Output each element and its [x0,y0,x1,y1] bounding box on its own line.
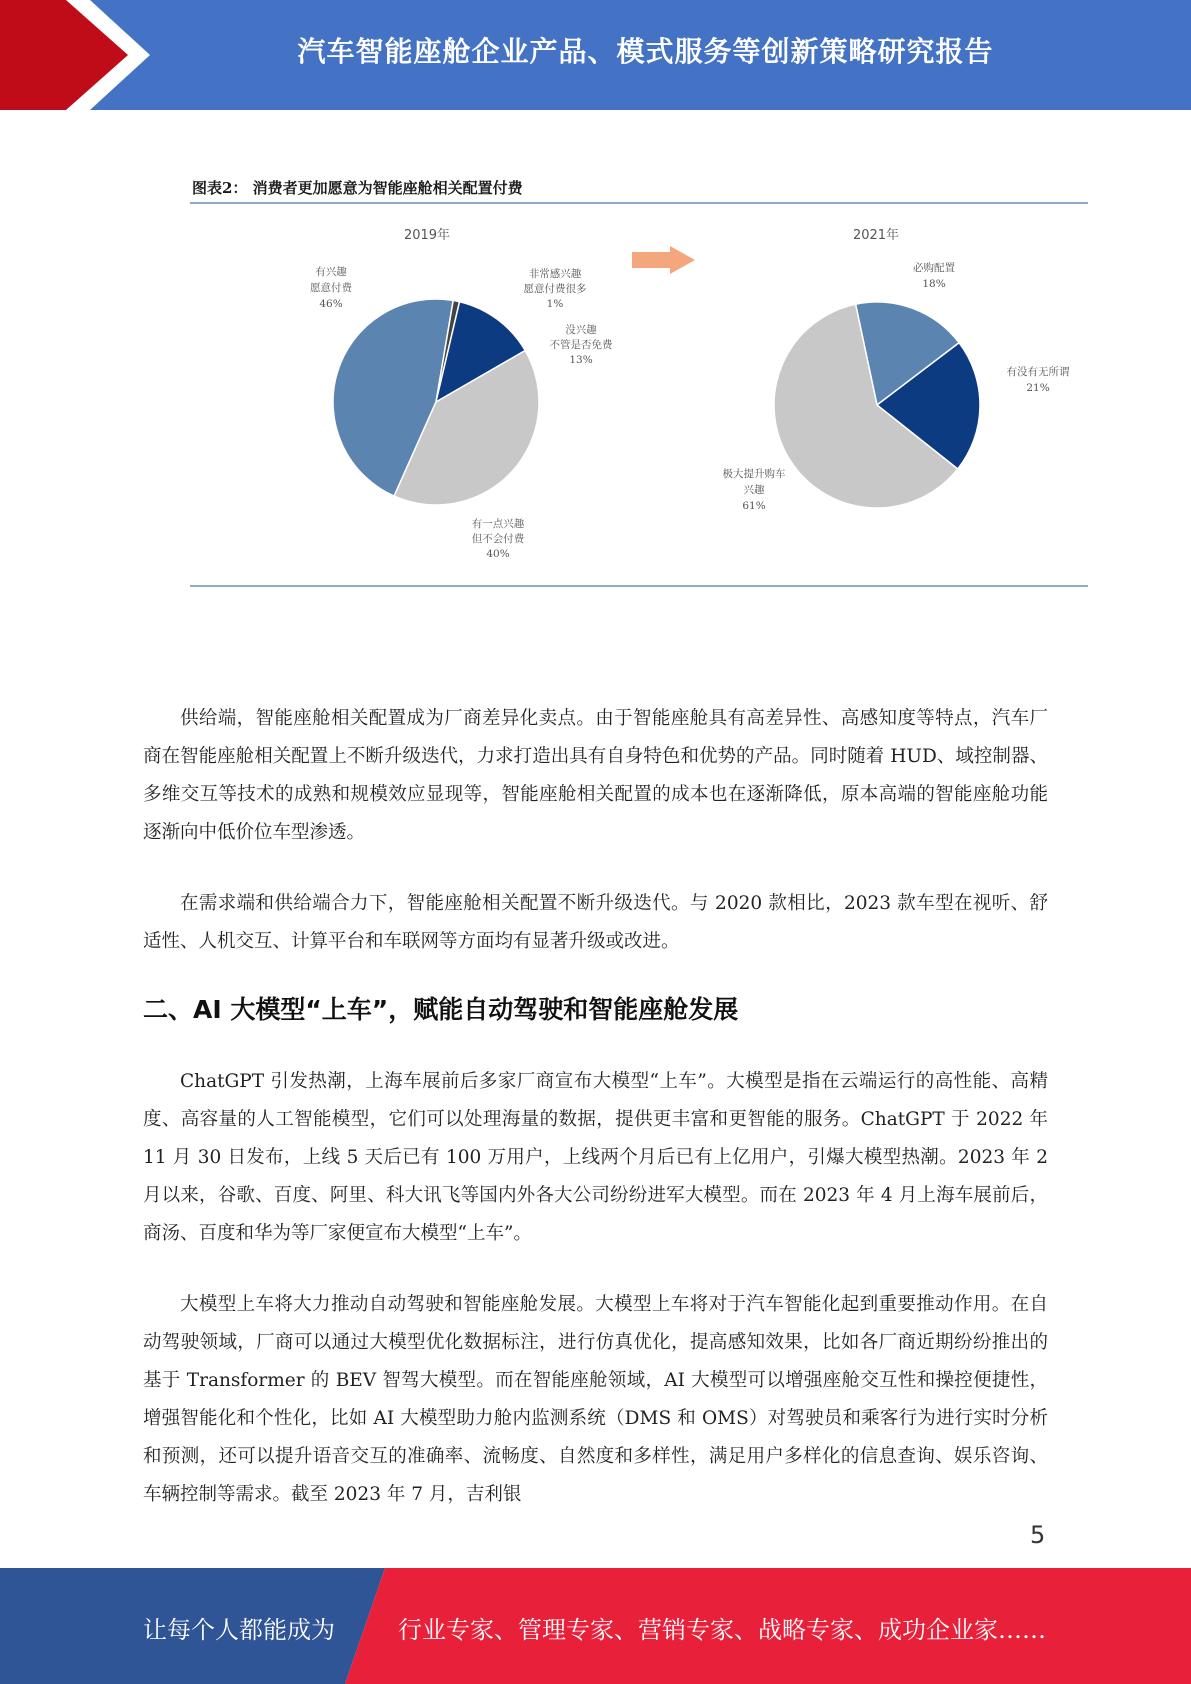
paragraph-demand-supply [143,885,1048,961]
page-footer [0,1568,1191,1684]
paragraph-text: ChatGPT 引发热潮，上海车展前后多家厂商宣布大模型“上车”。大模型是指在云端运行的高性能、高精度、高容量的人工智能模型，它们可以处理海量的数据，提供更丰富和更智能的服务。ChatGPT 于 2022 年 11 月 30 日发布，上线 5 天后已有 100 万用户，上线两个月后已有上亿用户，引爆大模型热潮。2023 年 2 月以来，谷歌、百度、阿里、科大讯飞等国内外各大公司纷纷进军大模型。而在 2023 年 4 月上海车展前后，商汤、百度和华为等厂家便宣布大模型“上车”。 [143,1071,1048,1244]
left-label-2-line2: 愿意付费很多 [523,283,587,295]
paragraph-supply-side [143,700,1048,852]
section-heading: 二、AI 大模型“上车”，赋能自动驾驶和智能座舱发展 [143,995,739,1024]
paragraph-chatgpt [143,1063,1048,1253]
figure-bottom-rule [190,585,1088,587]
left-label-2-pct: 1% [546,298,564,310]
right-label-1-pct: 18% [922,278,946,290]
paragraph-text: 在需求端和供给端合力下，智能座舱相关配置不断升级迭代。与 2020 款相比，2023 款车型在视听、舒适性、人机交互、计算平台和车联网等方面均有显著升级或改进。 [143,893,1048,952]
left-chart-title: 2019年 [403,228,451,243]
right-label-3-line1: 极大提升购车 [722,468,786,480]
left-label-4-pct: 40% [486,548,510,560]
paragraph-text: 大模型上车将大力推动自动驾驶和智能座舱发展。大模型上车将对于汽车智能化起到重要推动作用。在自动驾驶领域，厂商可以通过大模型优化数据标注，进行仿真优化，提高感知效果，比如各厂商近期纷纷推出的基于 Transformer 的 BEV 智驾大模型。而在智能座舱领域，AI 大模型可以增强座舱交互性和操控便捷性，增强智能化和个性化，比如 AI 大模型助力舱内监测系统（DMS 和 OMS）对驾驶员和乘客行为进行实时分析和预测，还可以提升语音交互的准确率、流畅度、自然度和多样性，满足用户多样化的信息查询、娱乐咨询、车辆控制等需求。截至 2023 年 7 月，吉利银 [143,1294,1048,1505]
figure-top-rule [190,202,1088,204]
figure-pie-charts [190,205,1088,585]
left-label-1-line2: 愿意付费 [310,282,352,294]
left-label-1-pct: 46% [319,298,343,310]
right-chart-title: 2021年 [852,228,900,243]
page-number: 5 [1030,1521,1046,1549]
left-pie-chart [333,299,539,505]
left-label-4-line2: 但不会付费 [471,533,525,545]
left-label-3-pct: 13% [569,354,593,366]
report-title: 汽车智能座舱企业产品、模式服务等创新策略研究报告 [297,35,994,68]
right-label-2-pct: 21% [1026,382,1050,394]
right-label-2-line1: 有没有无所谓 [1006,366,1070,378]
paragraph-large-model [143,1286,1048,1514]
figure-title: 图表2： 消费者更加愿意为智能座舱相关配置付费 [192,179,523,197]
page-header [0,0,1191,110]
left-label-3-line2: 不管是否免费 [549,339,613,351]
footer-slogan-right: 行业专家、管理专家、营销专家、战略专家、成功企业家…… [398,1616,1046,1644]
left-label-4-line1: 有一点兴趣 [471,518,525,530]
paragraph-text: 供给端，智能座舱相关配置成为厂商差异化卖点。由于智能座舱具有高差异性、高感知度等特点，汽车厂商在智能座舱相关配置上不断升级迭代，力求打造出具有自身特色和优势的产品。同时随着 HUD、域控制器、多维交互等技术的成熟和规模效应显现等，智能座舱相关配置的成本也在逐渐降低，原本高端的智能座舱功能逐渐向中低价位车型渗透。 [143,708,1048,843]
right-label-1-line1: 必购配置 [913,262,955,274]
left-label-3-line1: 没兴趣 [565,324,597,336]
header-ribbon-decoration [0,0,160,110]
figure-chart-2 [190,175,1088,590]
transition-arrow-icon [632,246,695,274]
right-label-3-line2: 兴趣 [743,484,765,496]
footer-slogan-left: 让每个人都能成为 [143,1616,335,1644]
right-pie-chart [774,302,980,508]
left-label-1-line1: 有兴趣 [315,266,347,278]
left-label-2-line1: 非常感兴趣 [528,268,582,280]
right-label-3-pct: 61% [742,500,766,512]
